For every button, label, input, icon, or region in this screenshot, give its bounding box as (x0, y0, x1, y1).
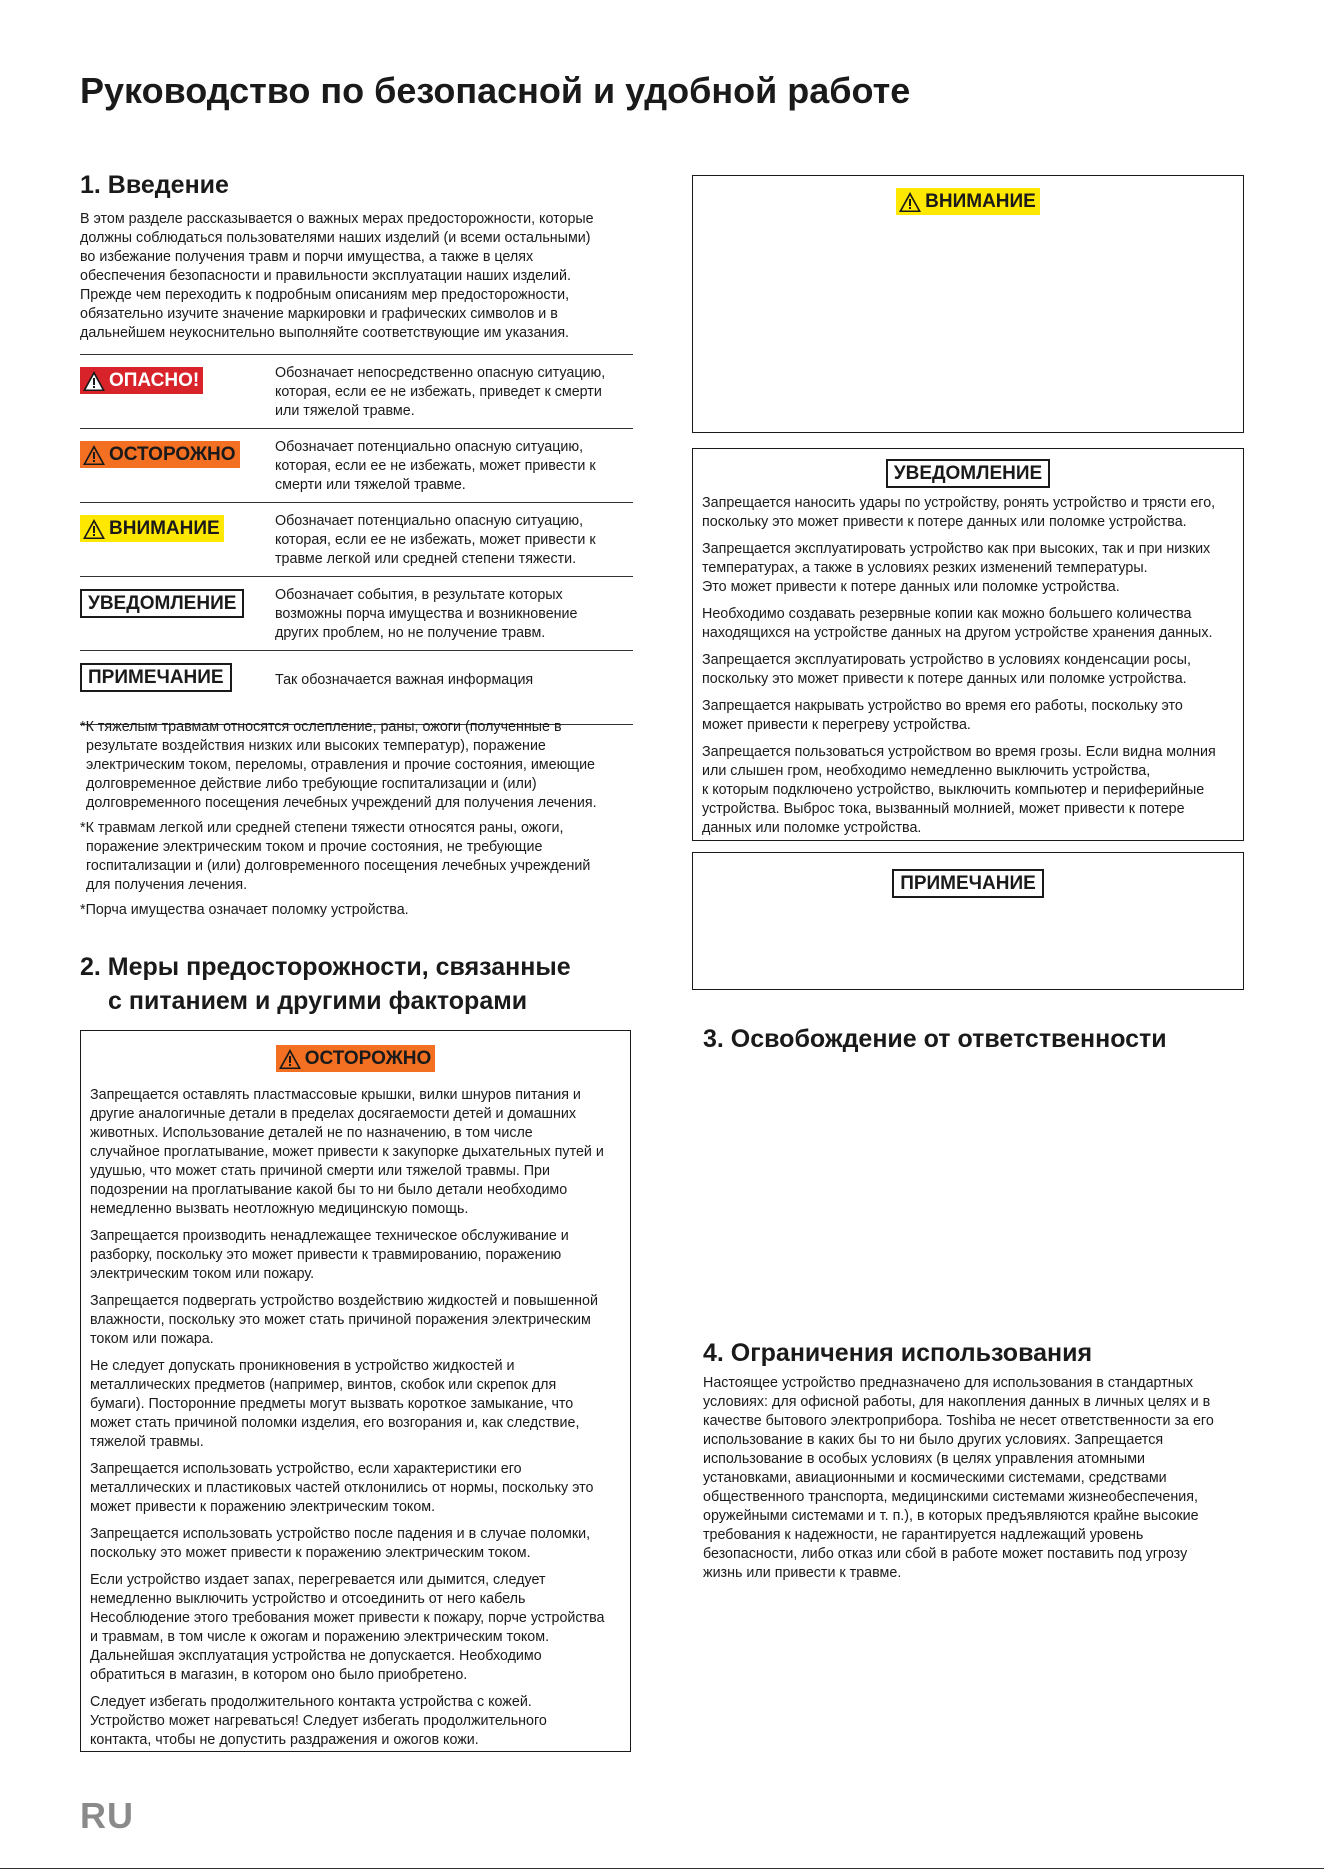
warning-triangle-icon (82, 444, 106, 466)
text-line: случайное проглатывание, может привести к закупорке дыхательных путей и (90, 1144, 604, 1160)
section-3-heading: 3. Освобождение от ответственности (703, 1025, 1167, 1053)
text-line: влажности, поскольку это может стать причиной поражения электрическим (90, 1312, 591, 1328)
paragraph (90, 1460, 625, 1517)
text-line: Несоблюдение этого требования может привести к пожару, порче устройства (90, 1610, 605, 1626)
paragraph (90, 1227, 625, 1284)
text-line: Запрещается подвергать устройство воздействию жидкостей и повышенной (90, 1293, 598, 1309)
note-box-header (693, 869, 1243, 898)
paragraph (90, 1525, 625, 1563)
footnote-line: результате воздействия низких или высоких температур), поражение (86, 738, 546, 754)
signal-word-table (80, 354, 633, 725)
text-line: Запрещается эксплуатировать устройство как при высоких, так и при низких (702, 541, 1211, 557)
paragraph (90, 1357, 625, 1452)
text-line: металлических предметов (например, винтов, скобок или скрепок для (90, 1377, 557, 1393)
text-line: током или пожара. (90, 1331, 214, 1347)
intro-line: во избежание получения травм и порчи имущества, а также в целях (80, 249, 534, 265)
paragraph (90, 1693, 625, 1750)
text-line: обратиться в магазин, в котором оно было приобретено. (90, 1667, 468, 1683)
footnote-line: *К травмам легкой или средней степени тяжести относятся раны, ожоги, (80, 820, 564, 836)
text-line: Запрещается производить ненадлежащее техническое обслуживание и (90, 1228, 569, 1244)
section-4-body (703, 1374, 1263, 1583)
intro-line: Прежде чем переходить к подробным описаниям мер предосторожности, (80, 287, 570, 303)
signal-cell-desc (275, 429, 633, 495)
caution-box (692, 175, 1244, 433)
paragraph (90, 1292, 625, 1349)
intro-line: дальнейшем неукоснительно выполняйте соответствующие им указания. (80, 325, 570, 341)
text-line: Запрещается наносить удары по устройству, ронять устройство и трясти его, (702, 495, 1216, 511)
text-line: Следует избегать продолжительного контакта устройства с кожей. (90, 1694, 532, 1710)
note-box (692, 852, 1244, 990)
paragraph (702, 651, 1238, 689)
text-line: Не следует допускать проникновения в устройство жидкостей и (90, 1358, 515, 1374)
text-line: общественного транспорта, медицинскими системами жизнеобеспечения, (703, 1489, 1198, 1505)
caution-label: ВНИМАНИЕ (109, 517, 220, 539)
text-line: устройства. Выброс тока, вызванный молнией, может привести к потере (702, 801, 1185, 817)
text-line: использование в особых условиях (в целях управления атомными (703, 1451, 1146, 1467)
desc-line: которая, если ее не избежать, может привести к (275, 532, 596, 548)
text-line: удушью, что может стать причиной смерти или тяжелой травмы. При (90, 1163, 550, 1179)
text-line: может привести к перегреву устройства. (702, 717, 971, 733)
notice-badge: УВЕДОМЛЕНИЕ (80, 589, 244, 618)
text-line: Настоящее устройство предназначено для использования в стандартных (703, 1375, 1194, 1391)
paragraph (702, 494, 1238, 532)
signal-cell-label (80, 429, 275, 471)
desc-line: возможны порча имущества и возникновение (275, 606, 578, 622)
text-line: Запрещается использовать устройство, если характеристики его (90, 1461, 522, 1477)
text-line: оружейными системами и т. п.), в которых предъявляются крайне высокие (703, 1508, 1199, 1524)
text-line: температурах, а также в условиях резких изменений температуры. (702, 560, 1148, 576)
text-line: Дальнейшая эксплуатация устройства не допускается. Необходимо (90, 1648, 542, 1664)
notice-box-header (693, 459, 1243, 488)
signal-row-note (80, 651, 633, 725)
text-line: находящихся на устройстве данных на другом устройстве хранения данных. (702, 625, 1213, 641)
desc-line: других проблем, но не получение травм. (275, 625, 546, 641)
text-line: Если устройство издает запах, перегревается или дымится, следует (90, 1572, 546, 1588)
notice-badge: УВЕДОМЛЕНИЕ (886, 459, 1050, 488)
text-line: Запрещается накрывать устройство во время его работы, поскольку это (702, 698, 1183, 714)
signal-cell-label (80, 355, 275, 397)
text-line: Запрещается оставлять пластмассовые крышки, вилки шнуров питания и (90, 1087, 581, 1103)
text-line: подозрении на проглатывание какой бы то ни было детали необходимо (90, 1182, 568, 1198)
intro-line: обеспечения безопасности и правильности эксплуатации наших изделий. (80, 268, 571, 284)
signal-row-warning (80, 429, 633, 503)
caution-label: ВНИМАНИЕ (925, 190, 1036, 212)
warning-triangle-icon (82, 518, 106, 540)
paragraph (702, 697, 1238, 735)
warning-triangle-icon (898, 191, 922, 213)
section-1-intro (80, 210, 640, 343)
page-bottom-rule (0, 1868, 1324, 1869)
paragraph (702, 605, 1238, 643)
text-line: установками, авиационными и космическими системами, средствами (703, 1470, 1167, 1486)
text-line: Устройство может нагреваться! Следует избегать продолжительного (90, 1713, 547, 1729)
text-line: качестве бытового электроприбора. Toshiba не несет ответственности за его (703, 1413, 1214, 1429)
signal-row-notice (80, 577, 633, 651)
text-line: Запрещается пользоваться устройством во время грозы. Если видна молния (702, 744, 1216, 760)
text-line: условиях: для офисной работы, для накопления данных в личных целях и в (703, 1394, 1211, 1410)
caution-box-header (693, 188, 1243, 218)
intro-line: обязательно изучите значение маркировки и графических символов и в (80, 306, 558, 322)
text-line: Запрещается эксплуатировать устройство в условиях конденсации росы, (702, 652, 1191, 668)
signal-cell-desc (275, 651, 633, 690)
text-line: поскольку это может привести к потере данных или поломке устройства. (702, 514, 1187, 530)
desc-line: травме легкой или средней степени тяжести. (275, 551, 577, 567)
text-line: бумаги). Посторонние предметы могут вызвать короткое замыкание, что (90, 1396, 574, 1412)
desc-line: Обозначает непосредственно опасную ситуацию, (275, 365, 606, 381)
text-line: животных. Использование деталей не по назначению, в том числе (90, 1125, 533, 1141)
warning-triangle-icon (82, 370, 106, 392)
section-2-heading-line2: с питанием и другими факторами (108, 987, 528, 1015)
signal-cell-label (80, 651, 275, 692)
text-line: металлических и пластиковых частей отклонились от нормы, поскольку это (90, 1480, 594, 1496)
section-4-heading: 4. Ограничения использования (703, 1339, 1093, 1367)
text-line: контакта, чтобы не допустить раздражения и ожогов кожи. (90, 1732, 479, 1748)
text-line: немедленно вызвать неотложную медицинскую помощь. (90, 1201, 469, 1217)
footnote-line: долговременного посещения лечебных учреждений для получения лечения. (86, 795, 597, 811)
desc-line: Обозначает потенциально опасную ситуацию, (275, 513, 584, 529)
section-1-footnotes (80, 718, 640, 926)
footnote-line: *К тяжелым травмам относятся ослепление, раны, ожоги (полученные в (80, 719, 562, 735)
footnote-line: *Порча имущества означает поломку устройства. (80, 902, 409, 918)
desc-line: Обозначает потенциально опасную ситуацию, (275, 439, 584, 455)
text-line: жизнь или привести к травме. (703, 1565, 902, 1581)
text-line: к которым подключено устройство, выключить компьютер и периферийные (702, 782, 1205, 798)
footnote-line: госпитализации и (или) долговременного посещения лечебных учреждений (86, 858, 591, 874)
footnote (80, 819, 640, 895)
intro-line: В этом разделе рассказывается о важных мерах предосторожности, которые (80, 211, 594, 227)
warning-box-body (90, 1086, 625, 1758)
text-line: может привести к поражению электрическим током. (90, 1499, 436, 1515)
signal-row-danger (80, 355, 633, 429)
warning-box (80, 1030, 631, 1752)
footnote-line: долговременное действие либо требующие госпитализации и (или) (86, 776, 537, 792)
notice-box-body (702, 494, 1238, 846)
signal-row-caution (80, 503, 633, 577)
footnote (80, 901, 640, 920)
text-line: Запрещается использовать устройство после падения и в случае поломки, (90, 1526, 591, 1542)
text-line: поскольку это может привести к поражению электрическим током. (90, 1545, 531, 1561)
paragraph (90, 1571, 625, 1685)
text-line: Это может привести к потере данных или поломке устройства. (702, 579, 1120, 595)
paragraph (702, 540, 1238, 597)
signal-cell-desc (275, 503, 633, 569)
language-mark: RU (80, 1795, 134, 1836)
warning-badge (276, 1045, 436, 1072)
text-line: может стать причиной поломки изделия, его возгорания и, как следствие, (90, 1415, 580, 1431)
notice-box (692, 448, 1244, 841)
text-line: разборку, поскольку это может привести к травмированию, поражению (90, 1247, 562, 1263)
signal-cell-desc (275, 355, 633, 421)
note-badge: ПРИМЕЧАНИЕ (80, 663, 232, 692)
text-line: поскольку это может привести к потере данных или поломке устройства. (702, 671, 1187, 687)
caution-badge (80, 515, 224, 542)
desc-line: которая, если ее не избежать, приведет к смерти (275, 384, 602, 400)
text-line: электрическим током или пожару. (90, 1266, 315, 1282)
text-line: Необходимо создавать резервные копии как можно большего количества (702, 606, 1192, 622)
caution-badge (896, 188, 1040, 215)
footnote-line: для получения лечения. (86, 877, 248, 893)
warning-box-header (81, 1045, 630, 1075)
desc-line: которая, если ее не избежать, может привести к (275, 458, 596, 474)
footnote (80, 718, 640, 813)
signal-cell-desc (275, 577, 633, 643)
warning-badge (80, 441, 240, 468)
warning-label: ОСТОРОЖНО (304, 1047, 432, 1069)
paragraph (90, 1086, 625, 1219)
note-badge: ПРИМЕЧАНИЕ (892, 869, 1044, 898)
text-line: другие аналогичные детали в пределах досягаемости детей и домашних (90, 1106, 577, 1122)
text-line: требования к надежности, не гарантируется надлежащий уровень (703, 1527, 1144, 1543)
warning-triangle-icon (278, 1048, 302, 1070)
text-line: или слышен гром, необходимо немедленно выключить устройства, (702, 763, 1151, 779)
text-line: безопасности, либо отказ или сбой в работе может поставить под угрозу (703, 1546, 1188, 1562)
signal-cell-label (80, 503, 275, 545)
danger-badge (80, 367, 203, 394)
footnote-line: электрическим током, переломы, отравления и прочие состояния, имеющие (86, 757, 596, 773)
text-line: использование в каких бы то ни было других условиях. Запрещается (703, 1432, 1164, 1448)
intro-line: должны соблюдаться пользователями наших изделий (и всеми остальными) (80, 230, 591, 246)
page-title: Руководство по безопасной и удобной работе (80, 70, 911, 111)
section-2-heading-line1: 2. Меры предосторожности, связанные (80, 953, 571, 981)
desc-line: Так обозначается важная информация (275, 672, 534, 688)
text-line: тяжелой травмы. (90, 1434, 204, 1450)
desc-line: смерти или тяжелой травме. (275, 477, 466, 493)
danger-label: ОПАСНО! (109, 369, 200, 391)
signal-cell-label (80, 577, 275, 618)
text-line: данных или поломке устройства. (702, 820, 922, 836)
text-line: и травмам, в том числе к ожогам и поражению электрическим током. (90, 1629, 550, 1645)
desc-line: или тяжелой травме. (275, 403, 415, 419)
warning-label: ОСТОРОЖНО (109, 443, 236, 465)
paragraph (702, 743, 1238, 838)
footnote-line: поражение электрическим током и прочие состояния, не требующие (86, 839, 543, 855)
desc-line: Обозначает события, в результате которых (275, 587, 563, 603)
text-line: немедленно выключить устройство и отсоединить от него кабель (90, 1591, 526, 1607)
section-1-heading: 1. Введение (80, 171, 229, 199)
